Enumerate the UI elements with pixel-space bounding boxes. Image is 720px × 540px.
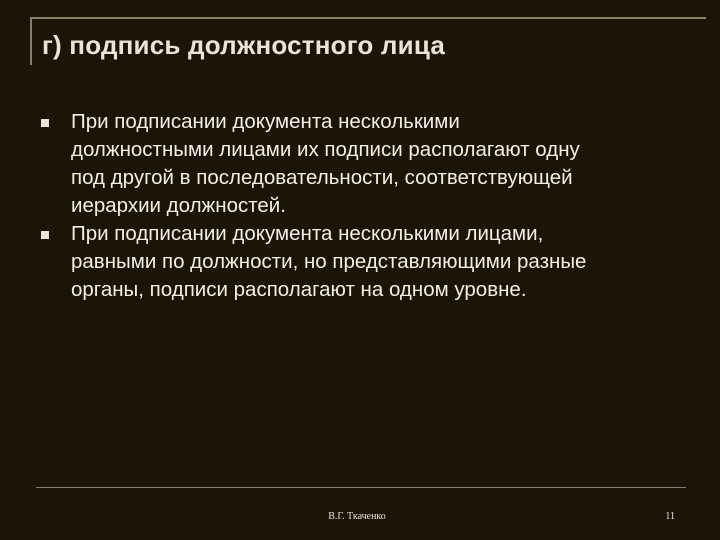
title-frame-top-line: [30, 17, 706, 19]
bullet-item-2: [38, 220, 698, 304]
bullet-2-line-2: равными по должности, но представляющими разные: [71, 250, 587, 273]
footer-author: В.Г. Ткаченко: [328, 511, 386, 522]
bullet-1-line-1: При подписании документа несколькими: [71, 110, 460, 133]
bullet-2-line-1: При подписании документа несколькими лицами,: [71, 222, 544, 245]
page-number: 11: [665, 511, 675, 522]
footer-divider: [36, 487, 686, 488]
footer-author-wrap: [0, 511, 720, 522]
bullet-1-line-2: должностными лицами их подписи располагают одну: [71, 138, 580, 161]
square-bullet-icon: [41, 231, 49, 239]
square-bullet-icon: [41, 119, 49, 127]
bullet-1-line-3: под другой в последовательности, соответствующей: [71, 166, 573, 189]
title-frame-left-line: [30, 17, 32, 65]
bullet-1-line-4: иерархии должностей.: [71, 194, 286, 217]
bullet-2-line-3: органы, подписи располагают на одном уровне.: [71, 278, 527, 301]
bullet-list: [38, 108, 698, 304]
bullet-item-1: [38, 108, 698, 220]
slide-title: г) подпись должностного лица: [42, 30, 445, 60]
